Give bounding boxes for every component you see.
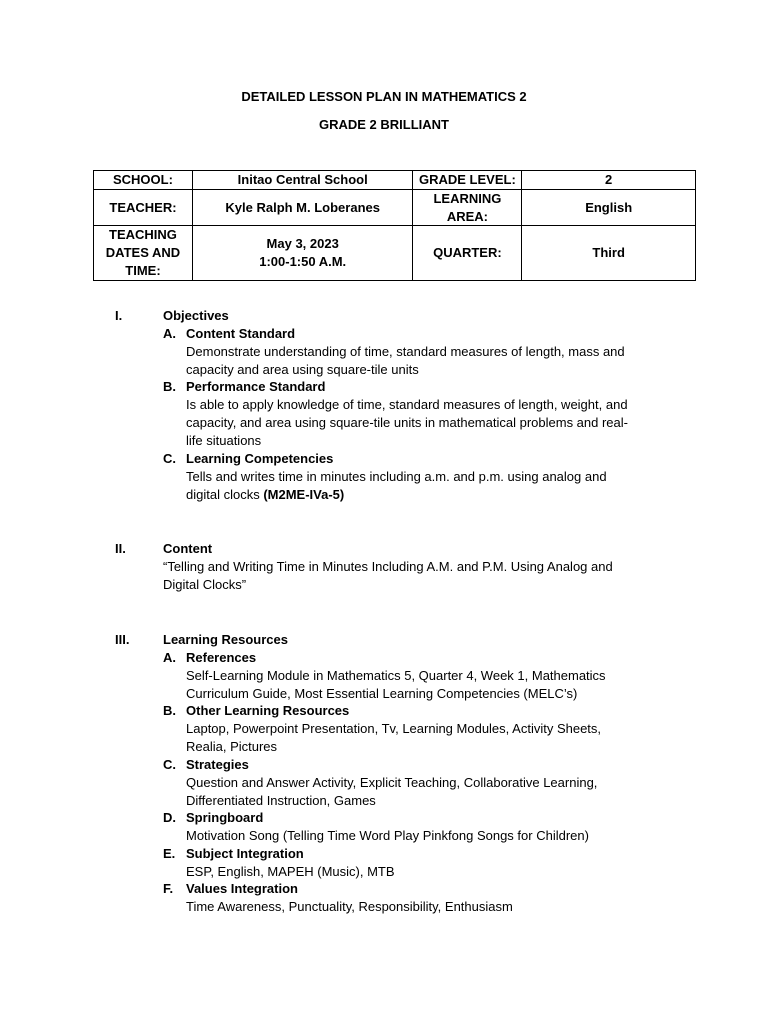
section-heading: Objectives [163, 308, 229, 323]
body-line: Self-Learning Module in Mathematics 5, Quarter 4, Week 1, Mathematics [186, 668, 606, 683]
lesson-info-table [93, 170, 696, 281]
teacher-value: Kyle Ralph M. Loberanes [192, 189, 413, 226]
item-letter: B. [163, 703, 176, 718]
body-line: Tells and writes time in minutes including a.m. and p.m. using analog and [186, 469, 607, 484]
item-letter: C. [163, 757, 176, 772]
item-heading: Strategies [186, 757, 249, 772]
body-line: Realia, Pictures [186, 738, 278, 754]
item-letter: A. [163, 326, 176, 341]
item-body [186, 898, 676, 916]
section-number: III. [115, 632, 130, 647]
teacher-label: TEACHER: [94, 189, 193, 226]
section-heading: Content [163, 541, 213, 556]
body-line: Time Awareness, Punctuality, Responsibility, Enthusiasm [186, 899, 513, 914]
body-line: Demonstrate understanding of time, standard measures of length, mass and [186, 344, 625, 359]
time-value: 1:00-1:50 A.M. [259, 254, 347, 270]
section-body [163, 558, 673, 594]
grade-level-label: GRADE LEVEL: [413, 171, 522, 190]
document-subtitle: GRADE 2 BRILLIANT [319, 117, 449, 132]
item-letter: D. [163, 810, 176, 825]
item-body [186, 827, 676, 845]
teaching-dates-label-line: TIME: [125, 262, 161, 278]
teaching-dates-label-line: TEACHING [109, 227, 177, 243]
section-number: II. [115, 541, 126, 556]
body-line: Question and Answer Activity, Explicit Teaching, Collaborative Learning, [186, 775, 598, 790]
body-line-text: digital clocks [186, 486, 260, 502]
item-letter: F. [163, 881, 174, 896]
item-heading: Other Learning Resources [186, 703, 350, 718]
quarter-value: Third [522, 226, 696, 280]
table-row [94, 189, 696, 226]
item-body [186, 468, 676, 504]
body-line: Differentiated Instruction, Games [186, 792, 376, 808]
item-heading: Learning Competencies [186, 451, 334, 466]
body-line: Digital Clocks” [163, 576, 247, 592]
body-line: Motivation Song (Telling Time Word Play Pinkfong Songs for Children) [186, 828, 589, 843]
body-line: Is able to apply knowledge of time, standard measures of length, weight, and [186, 397, 628, 412]
item-heading: Springboard [186, 810, 264, 825]
body-line: capacity, and area using square-tile units in mathematical problems and real- [186, 414, 628, 430]
school-value: Initao Central School [192, 171, 413, 190]
item-letter: B. [163, 379, 176, 394]
item-letter: E. [163, 846, 176, 861]
quarter-label: QUARTER: [413, 226, 522, 280]
item-letter: C. [163, 451, 176, 466]
item-body [186, 720, 676, 756]
document-title: DETAILED LESSON PLAN IN MATHEMATICS 2 [241, 89, 527, 104]
teaching-dates-label-line: DATES AND [105, 245, 181, 261]
section-number: I. [115, 308, 123, 323]
competency-code: (M2ME-IVa-5) [263, 486, 345, 502]
item-body [186, 774, 676, 810]
teaching-dates-label [94, 226, 193, 280]
table-row [94, 171, 696, 190]
teaching-dates-value [192, 226, 413, 280]
body-line: “Telling and Writing Time in Minutes Including A.M. and P.M. Using Analog and [163, 559, 613, 574]
item-heading: Values Integration [186, 881, 298, 896]
learning-area-label [413, 189, 522, 226]
body-line: Curriculum Guide, Most Essential Learning Competencies (MELC’s) [186, 685, 578, 701]
item-heading: Content Standard [186, 326, 296, 341]
school-label: SCHOOL: [94, 171, 193, 190]
item-letter: A. [163, 650, 176, 665]
learning-area-label-line: AREA: [446, 208, 488, 224]
section-heading: Learning Resources [163, 632, 288, 647]
date-value: May 3, 2023 [266, 236, 339, 252]
table-row [94, 226, 696, 280]
body-line: ESP, English, MAPEH (Music), MTB [186, 864, 395, 879]
item-body [186, 863, 676, 881]
learning-area-value: English [522, 189, 696, 226]
item-heading: Subject Integration [186, 846, 304, 861]
item-body [186, 667, 676, 703]
body-line: capacity and area using square-tile units [186, 361, 419, 377]
item-body [186, 396, 676, 449]
learning-area-label-line: LEARNING [433, 190, 502, 206]
grade-level-value: 2 [522, 171, 696, 190]
item-heading: References [186, 650, 257, 665]
body-line [186, 486, 676, 504]
body-line: Laptop, Powerpoint Presentation, Tv, Learning Modules, Activity Sheets, [186, 721, 602, 736]
body-line: life situations [186, 432, 262, 448]
item-heading: Performance Standard [186, 379, 326, 394]
item-body [186, 343, 676, 379]
